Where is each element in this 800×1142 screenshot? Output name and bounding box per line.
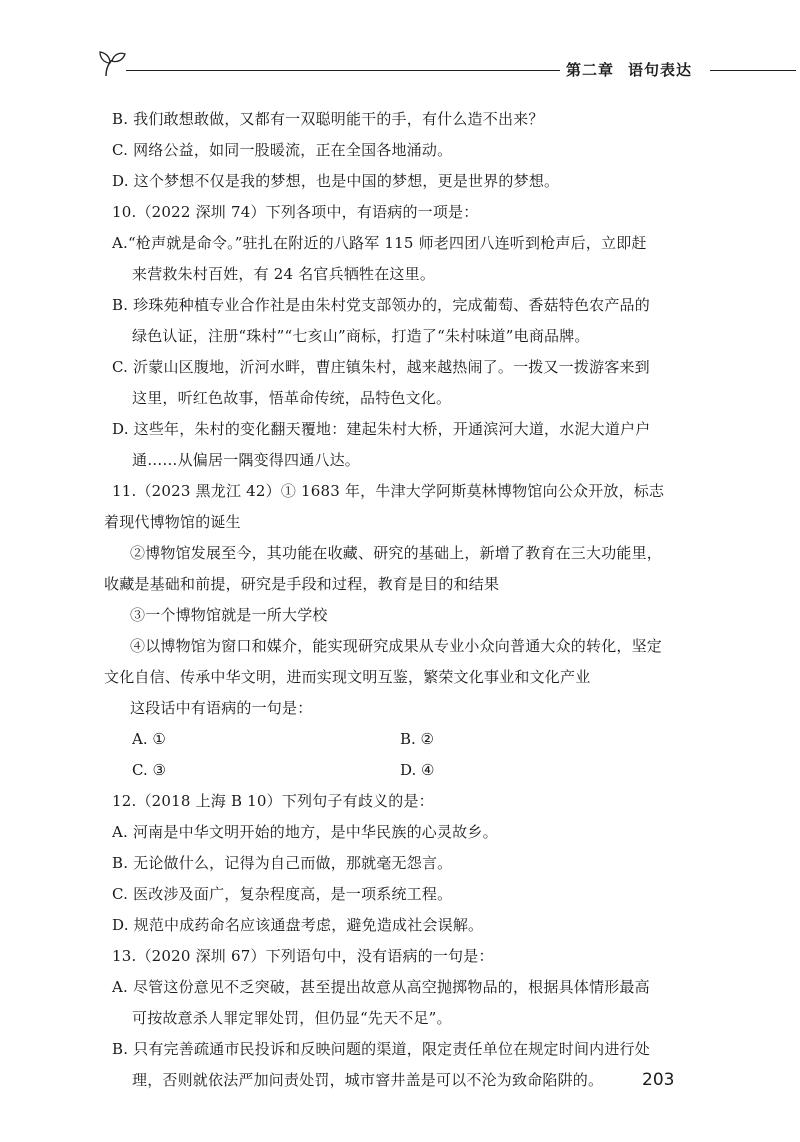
question-10: 10.（2022 深圳 74）下列各项中，有语病的一项是： [112, 203, 479, 221]
text-line: 着现代博物馆的诞生 [104, 513, 241, 531]
text-line: A.“枪声就是命令。”驻扎在附近的八路军 115 师老四团八连听到枪声后，立即赶 [112, 234, 647, 252]
text-line: A. 尽管这份意见不乏突破，甚至提出故意从高空抛掷物品的，根据具体情形最高 [112, 978, 650, 996]
question-12: 12.（2018 上海 B 10）下列句子有歧义的是： [112, 792, 434, 810]
text-line: C. 医改涉及面广，复杂程度高，是一项系统工程。 [112, 885, 453, 903]
sprout-icon [96, 48, 130, 82]
text-body [104, 104, 702, 1096]
text-line: 这段话中有语病的一句是： [130, 699, 313, 717]
text-line: C. 网络公益，如同一股暖流，正在全国各地涌动。 [112, 141, 453, 159]
text-line: B. 珍珠苑种植专业合作社是由朱村党支部领办的，完成葡萄、香菇特色农产品的 [112, 296, 650, 314]
option-d: D. ④ [400, 761, 435, 779]
page-number: 203 [642, 1070, 675, 1090]
header-rule-left [126, 70, 560, 71]
text-line: ④以博物馆为窗口和媒介，能实现研究成果从专业小众向普通大众的转化，坚定 [130, 637, 663, 655]
text-line: 文化自信、传承中华文明，进而实现文明互鉴，繁荣文化事业和文化产业 [104, 668, 591, 686]
text-line: C. 沂蒙山区腹地，沂河水畔，曹庄镇朱村，越来越热闹了。一拨又一拨游客来到 [112, 358, 650, 376]
text-line: D. 这个梦想不仅是我的梦想，也是中国的梦想，更是世界的梦想。 [112, 172, 560, 190]
text-line: 这里，听红色故事，悟革命传统，品特色文化。 [132, 389, 452, 407]
option-c: C. ③ [132, 761, 166, 779]
text-line: D. 这些年，朱村的变化翻天覆地：建起朱村大桥，开通滨河大道，水泥大道户户 [112, 420, 651, 438]
text-line: A. 河南是中华文明开始的地方，是中华民族的心灵故乡。 [112, 823, 498, 841]
option-a: A. ① [132, 730, 166, 748]
text-line: 来营救朱村百姓，有 24 名官兵牺牲在这里。 [132, 265, 436, 283]
question-11: 11.（2023 黑龙江 42）① 1683 年，牛津大学阿斯莫林博物馆向公众开放，标志 [112, 482, 665, 500]
chapter-number: 第二章 [566, 61, 615, 79]
header-rule-right [710, 70, 796, 71]
text-line: 可按故意杀人罪定罪处罚，但仍显“先天不足”。 [132, 1009, 452, 1027]
text-line: 通……从偏居一隅变得四通八达。 [132, 451, 361, 469]
section-title: 语句表达 [628, 61, 693, 79]
options-row [112, 724, 702, 755]
text-line: D. 规范中成药命名应该通盘考虑，避免造成社会误解。 [112, 916, 484, 934]
text-line: 理，否则就依法严加问责处罚，城市窨井盖是可以不沦为致命陷阱的。 [132, 1071, 604, 1089]
text-line: 收藏是基础和前提，研究是手段和过程，教育是目的和结果 [104, 575, 500, 593]
text-line: ③一个博物馆就是一所大学校 [130, 606, 328, 624]
text-line: ②博物馆发展至今，其功能在收藏、研究的基础上，新增了教育在三大功能里， [130, 544, 663, 562]
chapter-title [566, 59, 692, 80]
text-line: 绿色认证，注册“珠村”“七亥山”商标，打造了“朱村味道”电商品牌。 [132, 327, 590, 345]
options-row [112, 755, 702, 786]
question-13: 13.（2020 深圳 67）下列语句中，没有语病的一句是： [112, 947, 494, 965]
text-line: B. 只有完善疏通市民投诉和反映问题的渠道，限定责任单位在规定时间内进行处 [112, 1040, 650, 1058]
option-b: B. ② [400, 730, 435, 748]
running-header [96, 48, 796, 88]
text-line: B. 我们敢想敢做，又都有一双聪明能干的手，有什么造不出来？ [112, 110, 544, 128]
text-line: B. 无论做什么，记得为自己而做，那就毫无怨言。 [112, 854, 453, 872]
